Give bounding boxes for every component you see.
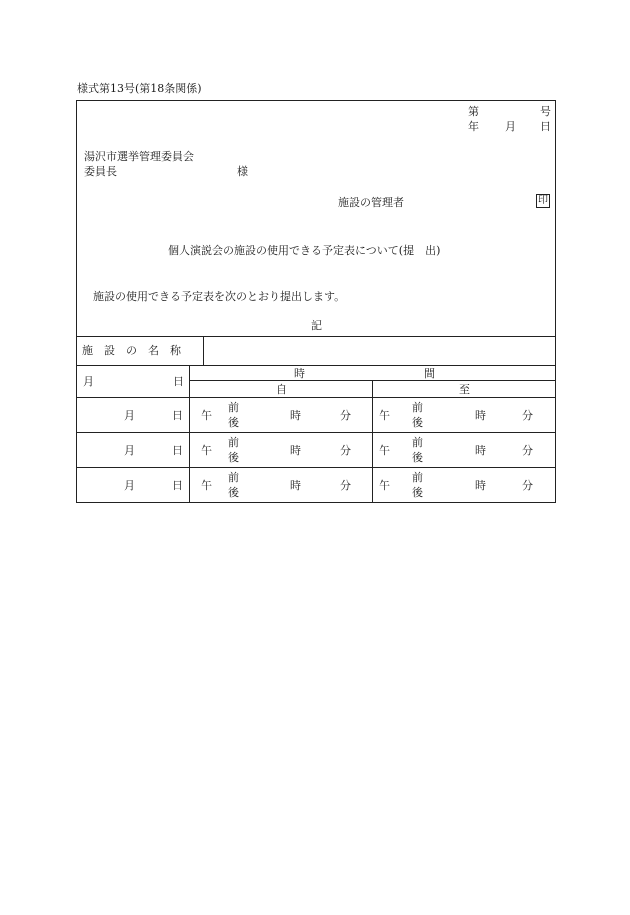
- row2-from-noon: 午: [201, 444, 212, 457]
- row1-day: 日: [172, 409, 183, 422]
- row1-from-noon: 午: [201, 409, 212, 422]
- addressee-title: 委員長: [84, 165, 117, 178]
- row1-to-after: 後: [412, 416, 423, 429]
- row3-to-after: 後: [412, 486, 423, 499]
- row2-day: 日: [172, 444, 183, 457]
- row3-to-minute: 分: [522, 479, 533, 492]
- row3-day: 日: [172, 479, 183, 492]
- table-line-row2-bottom: [76, 467, 556, 468]
- form-title: 様式第13号(第18条関係): [77, 82, 202, 95]
- table-line-from-to-divider: [372, 380, 373, 502]
- row2-to-after: 後: [412, 451, 423, 464]
- body-text: 施設の使用できる予定表を次のとおり提出します。: [93, 290, 346, 303]
- header-hi: 日: [540, 120, 551, 133]
- row2-from-before: 前: [228, 436, 239, 449]
- row3-month: 月: [124, 479, 135, 492]
- row3-from-hour: 時: [290, 479, 301, 492]
- table-line-facility-bottom: [76, 365, 556, 366]
- ki-label: 記: [311, 319, 322, 332]
- header-nen: 年: [468, 120, 479, 133]
- table-line-facility-divider: [203, 336, 204, 365]
- time-header-ji: 時: [294, 367, 305, 380]
- document-title: 個人演説会の施設の使用できる予定表について(提 出): [168, 244, 441, 257]
- row3-to-noon: 午: [379, 479, 390, 492]
- from-label: 自: [276, 383, 287, 396]
- addressee-sama: 様: [237, 165, 248, 178]
- row1-from-minute: 分: [340, 409, 351, 422]
- row2-to-minute: 分: [522, 444, 533, 457]
- row2-to-hour: 時: [475, 444, 486, 457]
- date-header-month: 月: [83, 375, 94, 388]
- row2-to-noon: 午: [379, 444, 390, 457]
- header-dai: 第: [468, 105, 479, 118]
- row3-to-before: 前: [412, 471, 423, 484]
- row1-to-before: 前: [412, 401, 423, 414]
- facility-label: 施 設 の 名 称: [82, 344, 181, 357]
- table-line-top: [76, 336, 556, 337]
- row1-to-noon: 午: [379, 409, 390, 422]
- row3-from-before: 前: [228, 471, 239, 484]
- row1-from-before: 前: [228, 401, 239, 414]
- row3-from-after: 後: [228, 486, 239, 499]
- row3-from-noon: 午: [201, 479, 212, 492]
- row1-from-hour: 時: [290, 409, 301, 422]
- addressee-organization: 湯沢市選挙管理委員会: [84, 150, 194, 163]
- to-label: 至: [459, 383, 470, 396]
- time-header-kan: 間: [424, 367, 435, 380]
- row1-from-after: 後: [228, 416, 239, 429]
- row2-to-before: 前: [412, 436, 423, 449]
- row3-from-minute: 分: [340, 479, 351, 492]
- date-header-day: 日: [173, 375, 184, 388]
- row3-to-hour: 時: [475, 479, 486, 492]
- row2-month: 月: [124, 444, 135, 457]
- row1-to-hour: 時: [475, 409, 486, 422]
- header-tsuki: 月: [505, 120, 516, 133]
- row1-to-minute: 分: [522, 409, 533, 422]
- row2-from-minute: 分: [340, 444, 351, 457]
- sender-label: 施設の管理者: [338, 196, 404, 209]
- table-line-date-divider: [189, 365, 190, 502]
- row2-from-hour: 時: [290, 444, 301, 457]
- row1-month: 月: [124, 409, 135, 422]
- header-go: 号: [540, 105, 551, 118]
- table-line-row1-bottom: [76, 432, 556, 433]
- row2-from-after: 後: [228, 451, 239, 464]
- table-line-header-bottom: [76, 397, 556, 398]
- seal-box: 印: [538, 195, 548, 206]
